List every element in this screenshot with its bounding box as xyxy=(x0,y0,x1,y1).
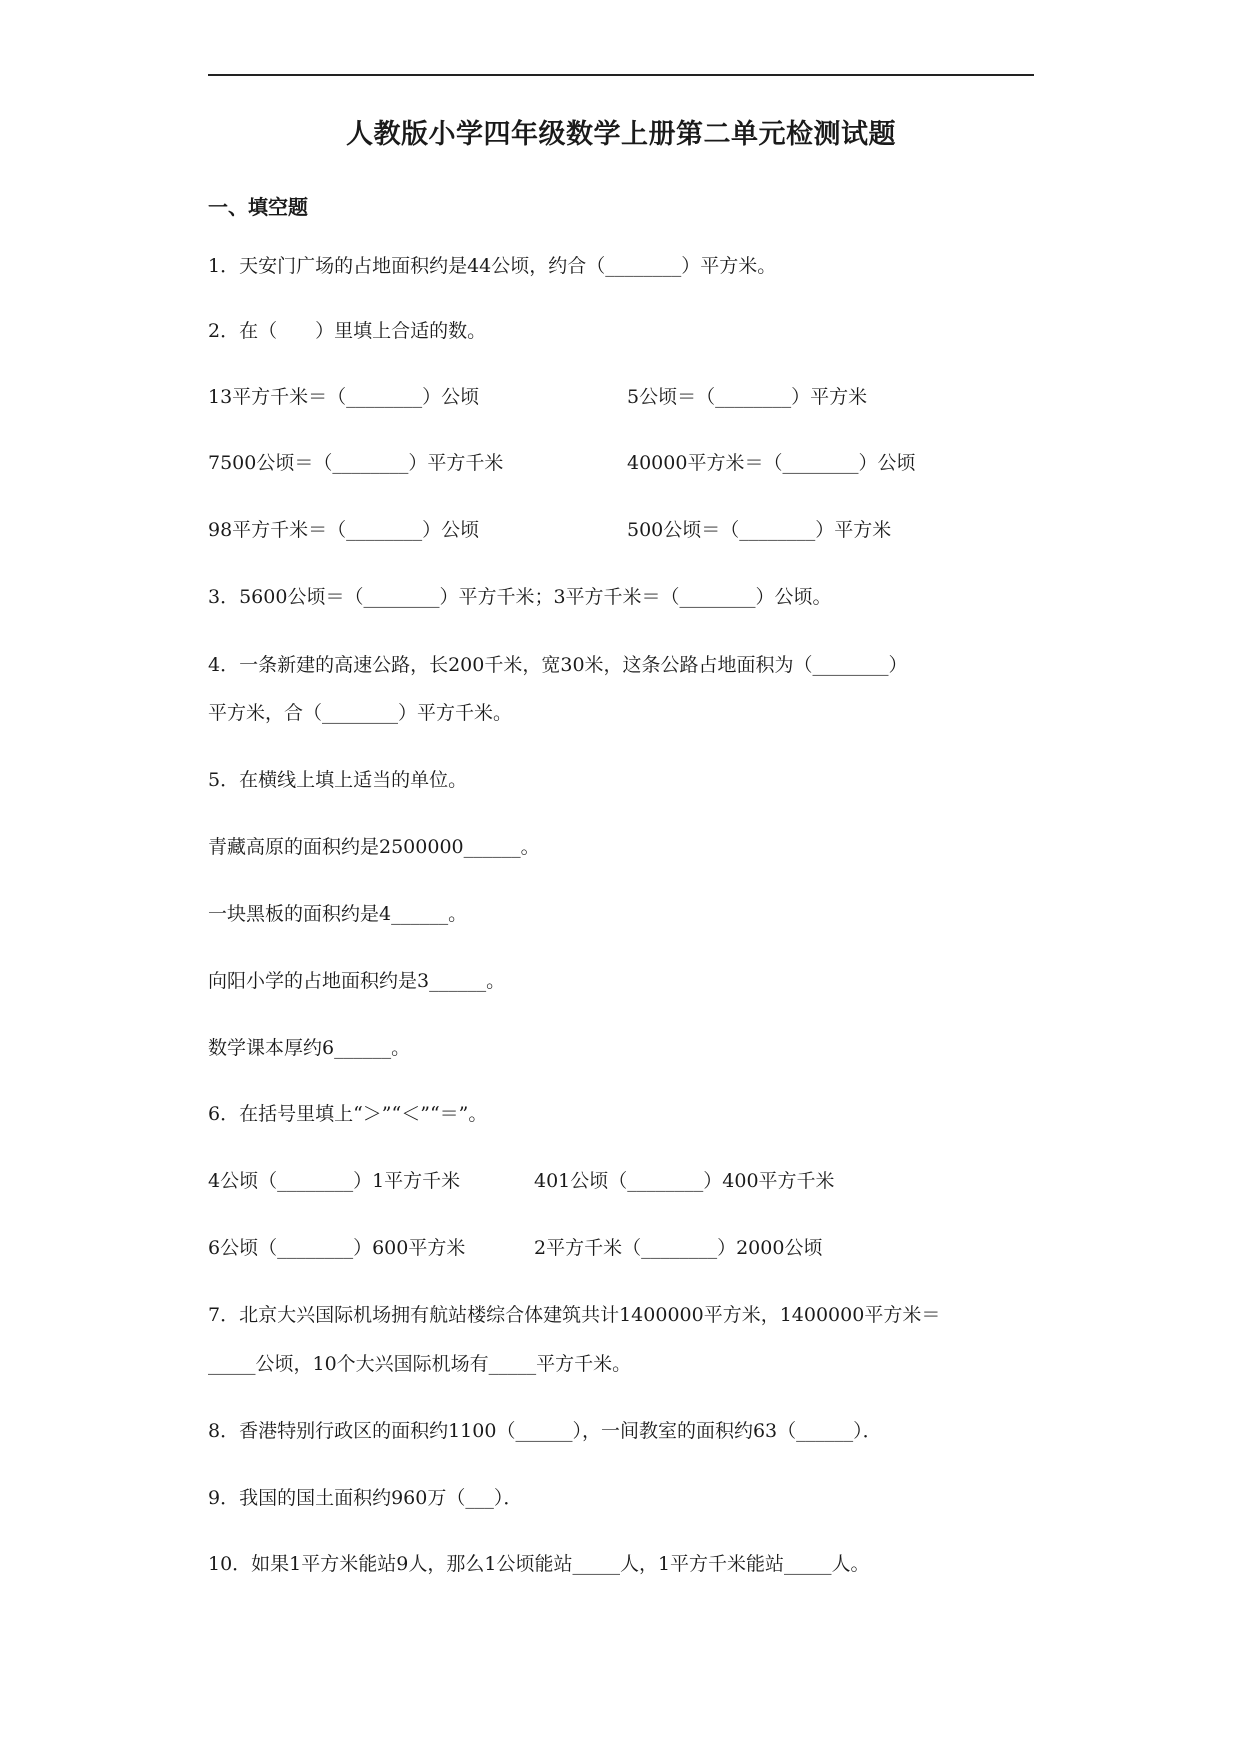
question-2: 2．在（ ）里填上合适的数。 xyxy=(208,320,487,342)
top-rule xyxy=(208,74,1034,76)
q5-item-4: 数学课本厚约6______。 xyxy=(208,1037,411,1059)
question-6: 6．在括号里填上“＞”“＜”“＝”。 xyxy=(208,1103,488,1125)
question-10: 10．如果1平方米能站9人，那么1公顷能站_____人，1平方千米能站_____人。 xyxy=(208,1553,870,1575)
q2-item-4: 40000平方米＝（________）公顷 xyxy=(627,452,916,474)
q6-item-3: 6公顷（________）600平方米 xyxy=(208,1237,466,1259)
q2-item-2: 5公顷＝（________）平方米 xyxy=(627,386,868,408)
q5-item-3: 向阳小学的占地面积约是3______。 xyxy=(208,970,506,992)
q2-item-1: 13平方千米＝（________）公顷 xyxy=(208,386,480,408)
q6-item-1: 4公顷（________）1平方千米 xyxy=(208,1170,461,1192)
question-9: 9．我国的国土面积约960万（___）． xyxy=(208,1487,523,1509)
q2-item-3: 7500公顷＝（________）平方千米 xyxy=(208,452,504,474)
question-7-continued: _____公顷，10个大兴国际机场有_____平方千米。 xyxy=(208,1353,632,1375)
document-title: 人教版小学四年级数学上册第二单元检测试题 xyxy=(346,119,896,150)
question-3: 3．5600公顷＝（________）平方千米；3平方千米＝（________）公顷。 xyxy=(208,586,832,608)
question-8: 8．香港特别行政区的面积约1100（______），一间教室的面积约63（______）． xyxy=(208,1420,882,1442)
q5-item-1: 青藏高原的面积约是2500000______。 xyxy=(208,836,540,858)
question-4: 4．一条新建的高速公路，长200千米，宽30米，这条公路占地面积为（________） xyxy=(208,654,908,676)
q2-item-6: 500公顷＝（________）平方米 xyxy=(627,519,892,541)
q6-item-4: 2平方千米（________）2000公顷 xyxy=(534,1237,823,1259)
section-heading: 一、填空题 xyxy=(208,195,308,219)
q2-item-5: 98平方千米＝（________）公顷 xyxy=(208,519,480,541)
question-4-continued: 平方米，合（________）平方千米。 xyxy=(208,702,513,724)
question-5: 5．在横线上填上适当的单位。 xyxy=(208,769,468,791)
question-1: 1．天安门广场的占地面积约是44公顷，约合（________）平方米。 xyxy=(208,255,777,277)
question-7: 7．北京大兴国际机场拥有航站楼综合体建筑共计1400000平方米，1400000平方米＝ xyxy=(208,1304,941,1326)
q6-item-2: 401公顷（________）400平方千米 xyxy=(534,1170,835,1192)
q5-item-2: 一块黑板的面积约是4______。 xyxy=(208,903,468,925)
